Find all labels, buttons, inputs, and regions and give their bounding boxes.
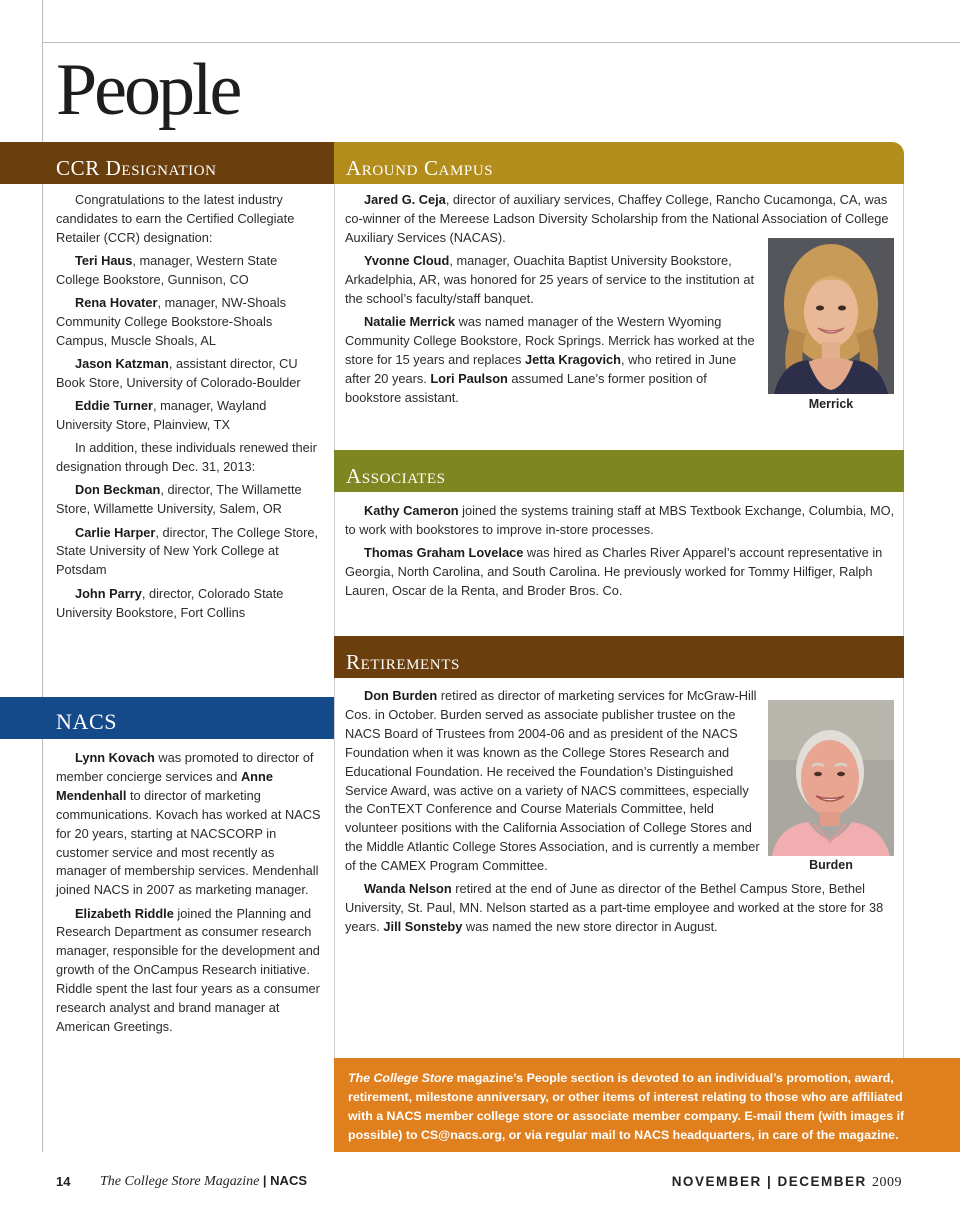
ccr-paragraph (56, 481, 322, 519)
submission-info-box (334, 1058, 960, 1152)
paragraph-text: , manager, Ouachita Baptist University Bookstore, Arkadelphia, AR, was honored for 25 years of service to the institution at the school’s faculty/staff banquet. (345, 253, 755, 306)
footer-separator: | (259, 1173, 271, 1188)
associates-body (345, 502, 895, 605)
paragraph-text: retired at the end of June as director of the Bethel Campus Store, Bethel University, St. Paul, MN. Nelson started as a part-time employee and worked at the store for 38 years. (345, 881, 884, 935)
merrick-photo (768, 238, 894, 394)
footer-issue: NOVEMBER | DECEMBER (671, 1174, 867, 1189)
person-name: Teri Haus (75, 253, 133, 269)
column-divider (334, 184, 335, 1058)
ccr-paragraph (56, 294, 322, 351)
person-name: Eddie Turner (75, 398, 153, 414)
around-campus-heading: Around Campus (334, 142, 904, 184)
person-name: Yvonne Cloud (364, 253, 450, 269)
person-name: Wanda Nelson (364, 881, 452, 897)
nacs-body (56, 749, 322, 1041)
person-name: John Parry (75, 585, 142, 601)
person-name: Carlie Harper (75, 524, 156, 540)
ccr-paragraph (56, 252, 322, 290)
person-name: Elizabeth Riddle (75, 905, 174, 921)
paragraph (56, 749, 322, 900)
paragraph-text: was promoted to director of member concierge services and (56, 750, 314, 784)
right-rule (903, 184, 904, 1058)
ccr-heading: CCR Designation (0, 142, 334, 184)
paragraph-text: assumed Lane’s former position of bookstore assistant. (345, 370, 707, 405)
person-name: Jared G. Ceja (364, 192, 446, 207)
paragraph-text: to director of marketing communications. Kovach has worked at NACS for 20 years, starting at NACSCORP in customer service and most recently as manager of membership services. Mendenhall joined NACS in 2007 as marketing manager. (56, 787, 321, 898)
paragraph (345, 687, 761, 876)
person-name: Lynn Kovach (75, 750, 155, 765)
paragraph-text: , who retired in June after 20 years. (345, 351, 737, 386)
footer-org: NACS (270, 1173, 308, 1188)
merrick-photo-caption: Merrick (808, 397, 854, 411)
page-title: People (56, 49, 240, 131)
ccr-paragraph (56, 191, 322, 248)
paragraph-text: was hired as Charles River Apparel’s account representative in Georgia, North Carolina, and South Carolina. He previously worked for Tommy Hilfiger, Ralph Lauren, Oscar de la Renta, and Broder Bros. Co. (345, 545, 883, 598)
paragraph (345, 252, 761, 309)
info-text: section is devoted to an individual’s promotion, award, retirement, milestone anniversary, or other items of interest relating to those who are affiliated with a NACS member college store or associate member company. E-mail them (with images if possible) to CS@nacs.org, or via regular mail to NACS headquarters, in care of the magazine. (348, 1071, 905, 1142)
paragraph-text: , director, The College Store, State University of New York College at Potsdam (56, 524, 319, 578)
person-name: Natalie Merrick (364, 314, 456, 330)
paragraph-text: joined the systems training staff at MBS Textbook Exchange, Columbia, MO, to work with bookstores to improve in-store processes. (345, 503, 895, 537)
ccr-paragraph (56, 397, 322, 435)
ccr-paragraph (56, 439, 322, 477)
person-name: Don Beckman (75, 482, 161, 498)
page-number: 14 (56, 1174, 71, 1189)
ccr-paragraph (56, 585, 322, 623)
top-rule (42, 42, 960, 43)
paragraph (56, 905, 322, 1037)
paragraph-text: , manager, Wayland University Store, Plainview, TX (56, 398, 267, 433)
paragraph-text: , manager, Western State College Bookstore, Gunnison, CO (56, 253, 278, 287)
person-name: Rena Hovater (75, 295, 158, 311)
paragraph-text: retired as director of marketing services for McGraw-Hill Cos. in October. Burden served as associate publisher trustee on the NACS Board of Trustees from 2004-06 and as president of the NACS Foundation when it was known as the College Stores Research and Educational Foundation. He received the Foundation’s Distinguished Service Award, was active on a variety of NACS committees, especially the ConTEXT Conference and Course Materials Committee, held volunteer positions with the California Association of College Stores and the Middle Atlantic College Stores Association, and is currently a member of the CAMEX Program Committee. (345, 688, 760, 874)
paragraph-text: In addition, these individuals renewed their designation through Dec. 31, 2013: (56, 440, 317, 475)
paragraph (345, 502, 895, 540)
footer-year: 2009 (872, 1175, 902, 1190)
footer-issue-date (672, 1174, 902, 1191)
paragraph (345, 544, 895, 601)
ccr-paragraph (56, 355, 322, 393)
paragraph-text: , manager, NW-Shoals Community College Bookstore-Shoals Campus, Muscle Shoals, AL (56, 295, 286, 348)
person-name: Don Burden (364, 688, 438, 703)
associates-heading: Associates (334, 450, 904, 492)
retirements-heading: Retirements (334, 636, 904, 678)
burden-photo (768, 700, 894, 856)
person-name: Jill Sonsteby (383, 919, 463, 935)
ccr-paragraph (56, 524, 322, 581)
person-name: Kathy Cameron (364, 503, 459, 518)
paragraph (345, 880, 895, 937)
person-name: Anne Mendenhall (56, 768, 273, 803)
burden-photo-caption: Burden (809, 858, 853, 872)
person-name: Thomas Graham Lovelace (364, 545, 524, 561)
person-name: Jason Katzman (75, 356, 169, 372)
ccr-body (56, 191, 322, 627)
person-name: Jetta Kragovich (524, 351, 621, 367)
paragraph-text: Congratulations to the latest industry candidates to earn the Certified Collegiate Retailer (CCR) designation: (56, 192, 295, 245)
paragraph-text: joined the Planning and Research Department as consumer research manager, responsible for the development and growth of the OnCampus Research initiative. Riddle spent the last four years as a consumer research analyst and brand manager at American Greetings. (56, 905, 320, 1034)
paragraph-text: , director, The Willamette Store, Willamette University, Salem, OR (56, 482, 302, 517)
paragraph-text: was named manager of the Western Wyoming Community College Bookstore, Rock Springs. Merrick has worked at the store for 15 years and replaces (345, 314, 755, 367)
footer-magazine (100, 1173, 307, 1190)
footer-magazine-title: The College Store Magazine (100, 1174, 260, 1189)
person-name: Lori Paulson (430, 370, 508, 386)
info-text: magazine’s (453, 1071, 527, 1085)
paragraph-text: , director, Colorado State University Bookstore, Fort Collins (56, 585, 284, 620)
paragraph-text: , director of auxiliary services, Chaffey College, Rancho Cucamonga, CA, was co-winner of the Mereese Ladson Diversity Scholarship from the National Association of College Auxiliary Services (NACAS). (345, 192, 889, 245)
nacs-heading: NACS (0, 697, 334, 739)
paragraph-text: , assistant director, CU Book Store, University of Colorado-Boulder (56, 356, 301, 391)
magazine-name: The College Store (348, 1071, 454, 1085)
paragraph-text: was named the new store director in August. (462, 919, 718, 935)
section-name: People (526, 1071, 568, 1085)
paragraph (345, 313, 761, 408)
